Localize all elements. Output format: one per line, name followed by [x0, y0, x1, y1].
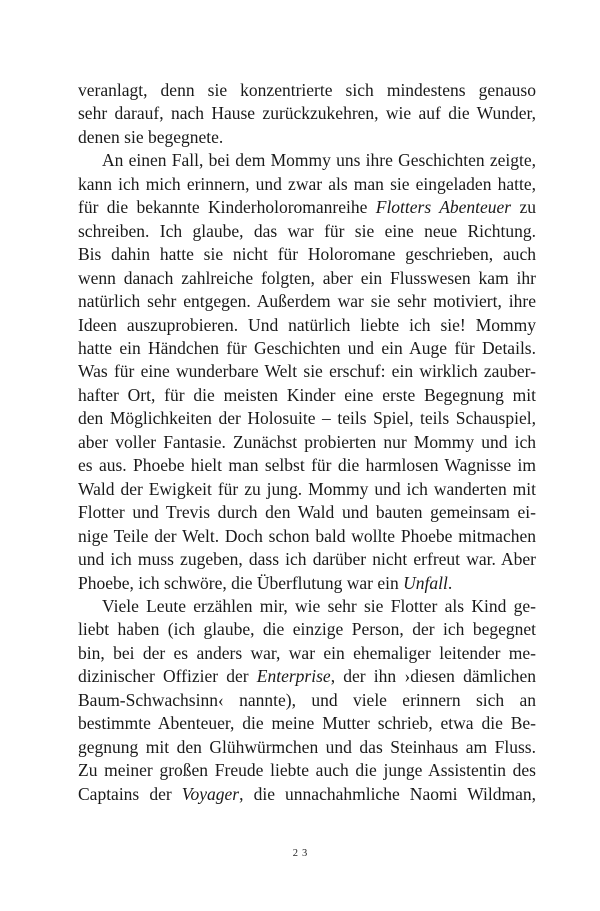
text-segment: gegnung mit den Glühwürmchen und das Steinhaus am Fluss.	[78, 736, 536, 757]
text-segment: .	[447, 572, 453, 593]
text-segment: Wald der Ewigkeit für zu jung. Mommy und ich wanderten mit	[78, 478, 536, 499]
text-line	[78, 454, 536, 477]
text-line	[78, 196, 536, 219]
text-line	[78, 689, 536, 712]
text-segment: liebt haben (ich glaube, die einzige Person, der ich begegnet	[78, 619, 536, 640]
text-line	[78, 360, 536, 383]
text-segment: , die unnachahmliche Naomi Wildman,	[239, 783, 536, 804]
text-line	[78, 572, 536, 595]
text-line	[78, 712, 536, 735]
page-number: 23	[292, 848, 312, 859]
text-segment: aber voller Fantasie. Zunächst probierten nur Mommy und ich	[78, 431, 536, 452]
text-line	[78, 290, 536, 313]
text-segment: für die bekannte Kinderholoromanreihe	[78, 197, 376, 218]
italic-text-segment: Unfall	[403, 572, 448, 593]
text-segment: schreiben. Ich glaube, das war für sie eine neue Richtung.	[78, 220, 536, 241]
text-segment: Ideen auszuprobieren. Und natürlich liebte ich sie! Mommy	[78, 314, 536, 335]
text-segment: Phoebe, ich schwöre, die Überflutung war ein	[78, 572, 404, 593]
text-segment: kann ich mich erinnern, und zwar als man sie eingeladen hatte,	[78, 173, 536, 194]
text-segment: zu	[511, 197, 536, 218]
text-segment: es aus. Phoebe hielt man selbst für die harmlosen Wagnisse im	[78, 455, 536, 476]
italic-text-segment: Voyager	[181, 783, 240, 804]
text-segment: und ich muss zugeben, dass ich darüber nicht erfreut war. Aber	[78, 549, 536, 570]
text-line	[78, 595, 536, 618]
text-segment: , der ihn ›diesen dämlichen	[330, 666, 536, 687]
italic-text-segment: Flotters Abenteuer	[375, 197, 512, 218]
text-segment: Was für eine wunderbare Welt sie erschuf: ein wirklich zauber-	[78, 361, 536, 382]
text-segment: dizinischer Offizier der	[78, 666, 257, 687]
text-line	[78, 267, 536, 290]
text-line	[78, 759, 536, 782]
text-segment: An einen Fall, bei dem Mommy uns ihre Geschichten zeigte,	[102, 150, 536, 171]
text-line	[78, 478, 536, 501]
text-line	[78, 149, 536, 172]
text-line	[78, 642, 536, 665]
text-line	[78, 525, 536, 548]
text-line	[78, 548, 536, 571]
text-line	[78, 173, 536, 196]
text-segment: veranlagt, denn sie konzentrierte sich mindestens genauso	[78, 80, 536, 100]
text-segment: denen sie begegnete.	[78, 126, 224, 147]
text-line	[78, 102, 536, 125]
text-segment: hatte ein Händchen für Geschichten und ein Auge für Details.	[78, 337, 536, 358]
text-line	[78, 314, 536, 337]
text-line	[78, 337, 536, 360]
text-line	[78, 665, 536, 688]
text-segment: Bis dahin hatte sie nicht für Holoromane geschrieben, auch	[78, 244, 536, 265]
text-line	[78, 220, 536, 243]
text-segment: Baum-Schwachsinn‹ nannte), und viele erinnern sich an	[78, 689, 536, 710]
text-line	[78, 126, 536, 149]
text-line	[78, 431, 536, 454]
text-segment: bin, bei der es anders war, war ein ehemaliger leitender me-	[78, 642, 536, 663]
text-segment: den Möglichkeiten der Holosuite – teils Spiel, teils Schauspiel,	[78, 408, 536, 429]
text-segment: wenn danach zahlreiche folgten, aber ein Flusswesen kam ihr	[78, 267, 536, 288]
text-segment: hafter Ort, für die meisten Kinder eine erste Begegnung mit	[78, 384, 536, 405]
text-line	[78, 79, 536, 102]
text-line	[78, 501, 536, 524]
text-segment: Zu meiner großen Freude liebte auch die junge Assistentin des	[78, 760, 536, 781]
italic-text-segment: Enterprise	[256, 666, 331, 687]
text-line	[78, 407, 536, 430]
text-segment: natürlich sehr entgegen. Außerdem war sie sehr motiviert, ihre	[78, 291, 536, 312]
text-line	[78, 384, 536, 407]
text-line	[78, 243, 536, 266]
text-line	[78, 618, 536, 641]
text-segment: nige Teile der Welt. Doch schon bald wollte Phoebe mitmachen	[78, 525, 536, 546]
text-segment: Viele Leute erzählen mir, wie sehr sie Flotter als Kind ge-	[102, 595, 536, 616]
text-segment: Captains der	[78, 783, 182, 804]
text-segment: Flotter und Trevis durch den Wald und bauten gemeinsam ei-	[78, 502, 536, 523]
text-segment: sehr darauf, nach Hause zurückzukehren, wie auf die Wunder,	[78, 103, 536, 124]
text-line	[78, 736, 536, 759]
text-segment: bestimmte Abenteuer, die meine Mutter schrieb, etwa die Be-	[78, 713, 536, 734]
text-block	[78, 79, 536, 806]
text-line	[78, 783, 536, 806]
